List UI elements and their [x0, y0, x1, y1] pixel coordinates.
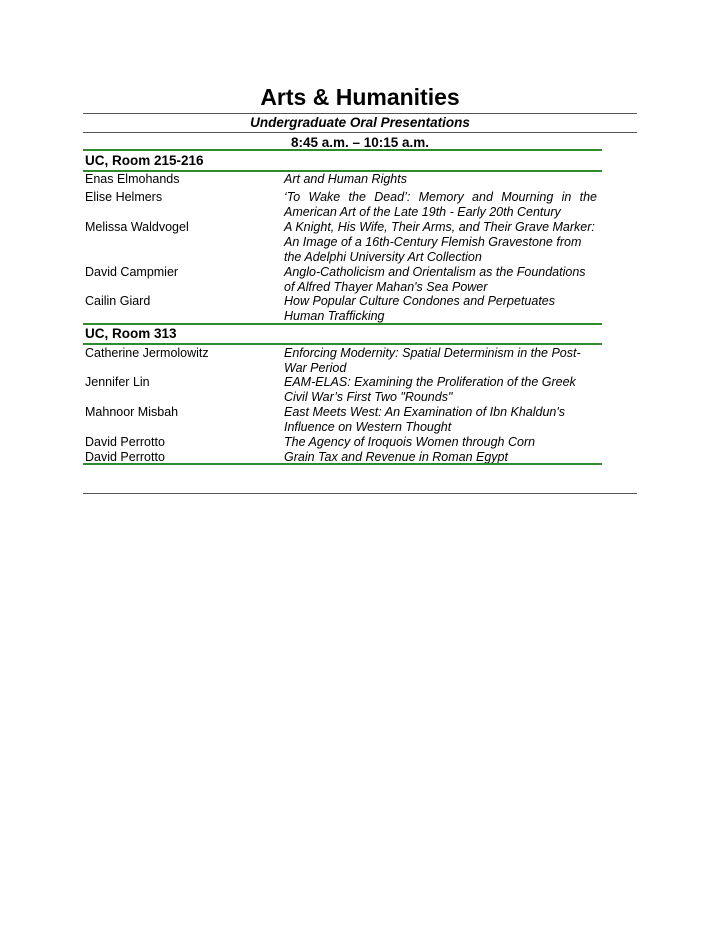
page-title: Arts & Humanities	[260, 84, 460, 110]
section-divider	[83, 149, 602, 151]
presentation-title: ‘To Wake the Dead’: Memory and Mourning in the American Art of the Late 19th - Early 20th Century	[284, 190, 597, 219]
subtitle-rule	[83, 132, 637, 133]
presentation-title: A Knight, His Wife, Their Arms, and Their Grave Marker: An Image of a 16th-Century Flemish Gravestone from the Adelphi University Art Collection	[284, 220, 595, 264]
footer-rule	[83, 493, 637, 494]
presentation-title: How Popular Culture Condones and Perpetuates Human Trafficking	[284, 294, 556, 323]
room-heading: UC, Room 215-216	[85, 153, 204, 168]
presenter-name: Jennifer Lin	[85, 375, 150, 389]
presentation-title: EAM-ELAS: Examining the Proliferation of the Greek Civil War’s First Two "Rounds"	[284, 375, 576, 404]
section-divider	[83, 323, 602, 325]
presentation-title: East Meets West: An Examination of Ibn Khaldun's Influence on Western Thought	[284, 405, 566, 434]
presentation-title: Grain Tax and Revenue in Roman Egypt	[284, 450, 508, 464]
presentation-title: Enforcing Modernity: Spatial Determinism in the Post-War Period	[284, 346, 581, 375]
session-time: 8:45 a.m. – 10:15 a.m.	[290, 135, 430, 150]
presentation-title: Art and Human Rights	[284, 172, 407, 186]
presenter-name: Cailin Giard	[85, 294, 151, 308]
presenter-name: Melissa Waldvogel	[85, 220, 189, 234]
presenter-name: David Perrotto	[85, 450, 165, 464]
section-divider	[83, 463, 602, 465]
presentation-title: Anglo-Catholicism and Orientalism as the Foundations of Alfred Thayer Mahan's Sea Power	[284, 265, 586, 294]
room-heading: UC, Room 313	[85, 326, 177, 341]
presenter-name: Catherine Jermolowitz	[85, 346, 209, 360]
title-rule	[83, 113, 637, 114]
presenter-name: Mahnoor Misbah	[85, 405, 179, 419]
presenter-name: David Perrotto	[85, 435, 165, 449]
presenter-name: David Campmier	[85, 265, 179, 279]
page-subtitle: Undergraduate Oral Presentations	[250, 115, 470, 130]
presenter-name: Elise Helmers	[85, 190, 163, 204]
presenter-name: Enas Elmohands	[85, 172, 180, 186]
presentation-title: The Agency of Iroquois Women through Corn	[284, 435, 536, 449]
section-divider	[83, 343, 602, 345]
